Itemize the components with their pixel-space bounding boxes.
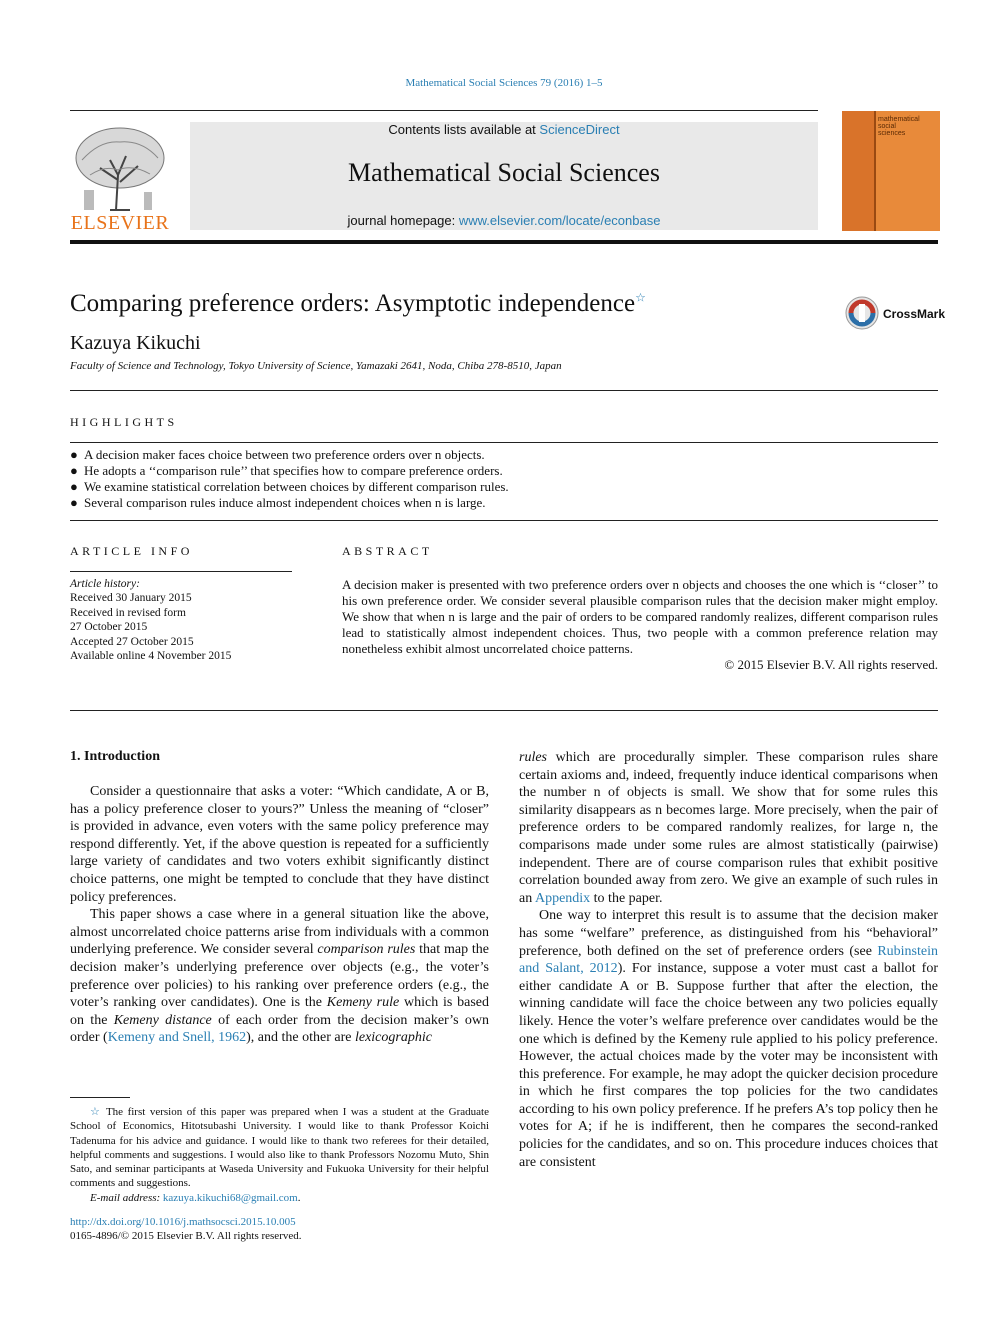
cover-title: mathematical social sciences: [878, 116, 920, 137]
journal-citation[interactable]: Mathematical Social Sciences 79 (2016) 1–5: [405, 77, 603, 89]
history-line: Received 30 January 2015: [70, 592, 192, 605]
history-label: Article history:: [70, 578, 140, 590]
highlights-top-rule: [70, 442, 938, 443]
contents-prefix: Contents lists available at: [388, 122, 540, 137]
text: of each order from the decision maker’s own order (: [70, 1012, 489, 1046]
email-label: E-mail address:: [90, 1191, 163, 1204]
article-title: [70, 290, 646, 318]
author-name: Kazuya Kikuchi: [70, 332, 201, 354]
header-top-rule: [70, 110, 818, 111]
homepage-prefix: journal homepage:: [347, 213, 459, 228]
affiliation-rule: [70, 390, 938, 391]
highlight-item: ● A decision maker faces choice between two preference orders over n objects.: [70, 447, 485, 462]
contents-line: [190, 122, 818, 137]
citation-link[interactable]: Rubinstein and Salant, 2012: [519, 943, 938, 977]
footnote-rule: [70, 1097, 130, 1098]
article-history: [70, 577, 231, 663]
history-line: 27 October 2015: [70, 621, 148, 634]
journal-cover-image[interactable]: [842, 111, 938, 231]
text: ). For instance, suppose a voter must cast a ballot for either candidate A or B. Suppose further that after the election, the winning candidate will face the choice between any two policies equally likely. Hence the voter’s welfare preference over candidates would be the one which is defined by the Kemeny rule applied to his policy preference. However, the actual choices made by the voter may be inconsistent with this preference. For example, he may adopt the quicker decision procedure in which he first compares the top policies for the two candidates according to his own policy preference. If he prefers A’s top policy then he votes for A; if he is indifferent, then he compares the second-ranked policies for the candidates, and so on. This procedure induces choices that are consistent: [519, 961, 939, 1170]
left-column: [70, 783, 489, 1047]
highlight-item: ● We examine statistical correlation between choices by different comparison rules.: [70, 479, 509, 494]
footnote-text: [70, 1105, 489, 1191]
highlights-heading: HIGHLIGHTS: [70, 415, 178, 429]
doi-link[interactable]: http://dx.doi.org/10.1016/j.mathsocsci.2015.10.005: [70, 1216, 296, 1228]
text: .: [297, 1191, 301, 1204]
paragraph: Consider a questionnaire that asks a voter: “Which candidate, A or B, has a policy preference closer to yours?” Unless the meaning of “closer” is provided in advance, even voters with the same policy preference may respond differently. Yet, if the above question is repeated for a sufficiently large variety of candidates and two voters exhibit significantly distinct choice patterns, one might be tempted to conclude that they have distinct policy preferences.: [70, 784, 489, 905]
highlight-item: ● Several comparison rules induce almost independent choices when n is large.: [70, 495, 486, 510]
text: which is based on the: [70, 995, 489, 1028]
right-column: [519, 749, 938, 1171]
email-link[interactable]: kazuya.kikuchi68@gmail.com: [162, 1191, 298, 1204]
abstract-bottom-rule: [70, 710, 938, 711]
footnote-email: [70, 1191, 489, 1205]
homepage-link[interactable]: www.elsevier.com/locate/econbase: [458, 213, 661, 228]
highlight-text: We examine statistical correlation between choices by different comparison rules.: [84, 479, 509, 494]
highlight-text: A decision maker faces choice between two preference orders over n objects.: [84, 447, 485, 462]
journal-title: Mathematical Social Sciences: [348, 158, 660, 187]
sciencedirect-link[interactable]: ScienceDirect: [539, 122, 620, 137]
history-line: Accepted 27 October 2015: [70, 635, 194, 648]
elsevier-logo-text: ELSEVIER: [70, 212, 170, 234]
text: that map the decision maker’s underlying preference over objects (e.g., the voter’s preference over policies) to his ranking over preference orders (e.g., the voter’s ranking over candidates). One is the: [70, 942, 489, 1011]
crossmark-icon[interactable]: [845, 296, 879, 330]
citation-link[interactable]: Kemeny and Snell, 1962: [107, 1030, 247, 1046]
history-line: Received in revised form: [70, 606, 186, 619]
title-footnote-mark[interactable]: ☆: [635, 290, 646, 305]
paragraph: [519, 907, 938, 1171]
abstract-body: [342, 577, 938, 673]
text: This paper shows a case where in a general situation like the above, almost uncorrelated choice patterns arise from individuals with a common underlying preference. We consider several: [70, 907, 489, 958]
text: lexicographic: [354, 1030, 432, 1046]
highlights-bottom-rule: [70, 520, 938, 521]
highlight-text: Several comparison rules induce almost independent choices when n is large.: [84, 495, 486, 510]
text: One way to interpret this result is to assume that the decision maker has some “welfare” preference, as distinguished from his “behavioral” preference, both defined on the set of preference orders (see: [519, 908, 938, 959]
text: which are procedurally simpler. These comparison rules share certain axioms and, indeed, frequently induce identical comparisons when the number n of objects is small. We show that for some rules this similarity disappears as n becomes large. More precisely, when the pair of preference orders to be compared randomly realizes, for large n, the comparisons made under some rules are almost statistically (pairwise) independent. There are of course comparison rules that exhibit positive correlation bounded away from zero. We give an example of such rules in an: [519, 750, 938, 906]
text: Kemeny rule: [326, 995, 400, 1011]
footnote: [70, 1105, 489, 1205]
text: comparison rules: [317, 942, 416, 958]
text: rules: [519, 750, 547, 765]
abstract-copyright: © 2015 Elsevier B.V. All rights reserved.: [724, 657, 938, 672]
crossmark-label[interactable]: CrossMark: [883, 307, 946, 321]
section-title: 1. Introduction: [70, 749, 160, 764]
footnote-mark: ☆: [90, 1106, 102, 1118]
paragraph: [70, 906, 489, 1047]
text: to the paper.: [590, 890, 663, 906]
highlight-text: He adopts a ‘‘comparison rule’’ that specifies how to compare preference orders.: [84, 463, 503, 478]
author-affiliation: Faculty of Science and Technology, Tokyo University of Science, Yamazaki 2641, Noda, Chiba 278-8510, Japan: [70, 360, 562, 372]
elsevier-tree-logo: [70, 120, 170, 214]
history-line: Available online 4 November 2015: [70, 650, 232, 663]
abstract-heading: ABSTRACT: [342, 544, 433, 558]
issn-line: 0165-4896/© 2015 Elsevier B.V. All rights reserved.: [70, 1230, 302, 1242]
journal-homepage: [190, 213, 818, 228]
highlight-item: ● He adopts a ‘‘comparison rule’’ that specifies how to compare preference orders.: [70, 463, 503, 478]
text: ), and the other are: [246, 1030, 355, 1046]
header-bottom-rule: [70, 240, 938, 244]
abstract-text: A decision maker is presented with two preference orders over n objects and chooses the one which is ‘‘closer’’ to his own preference order. We consider several plausible comparison rules that the decision maker might employ. We show that when n is large and the pair of orders to be compared randomly realizes, different comparison rules lead to statistically almost independent choices. Thus, two people with a common preference relation may nonetheless exhibit almost uncorrelated choice patterns.: [342, 577, 938, 656]
article-info-heading: ARTICLE INFO: [70, 544, 193, 558]
article-info-rule: [70, 571, 292, 572]
appendix-link[interactable]: Appendix: [534, 890, 591, 906]
paragraph: [519, 749, 938, 907]
article-title-text: Comparing preference orders: Asymptotic independence: [70, 290, 636, 317]
text: The first version of this paper was prepared when I was a student at the Graduate School of Economics, Hitotsubashi University. I would like to thank Professor Koichi Tadenuma for his advice and guidance. I would like to thank two referees for their detailed, helpful comments and suggestions. I would also like to thank Professors Nozomu Muto, Shin Sato, and seminar participants at Waseda University and Fukuoka University for their helpful comments and suggestions.: [70, 1106, 489, 1190]
text: Kemeny distance: [113, 1012, 212, 1028]
